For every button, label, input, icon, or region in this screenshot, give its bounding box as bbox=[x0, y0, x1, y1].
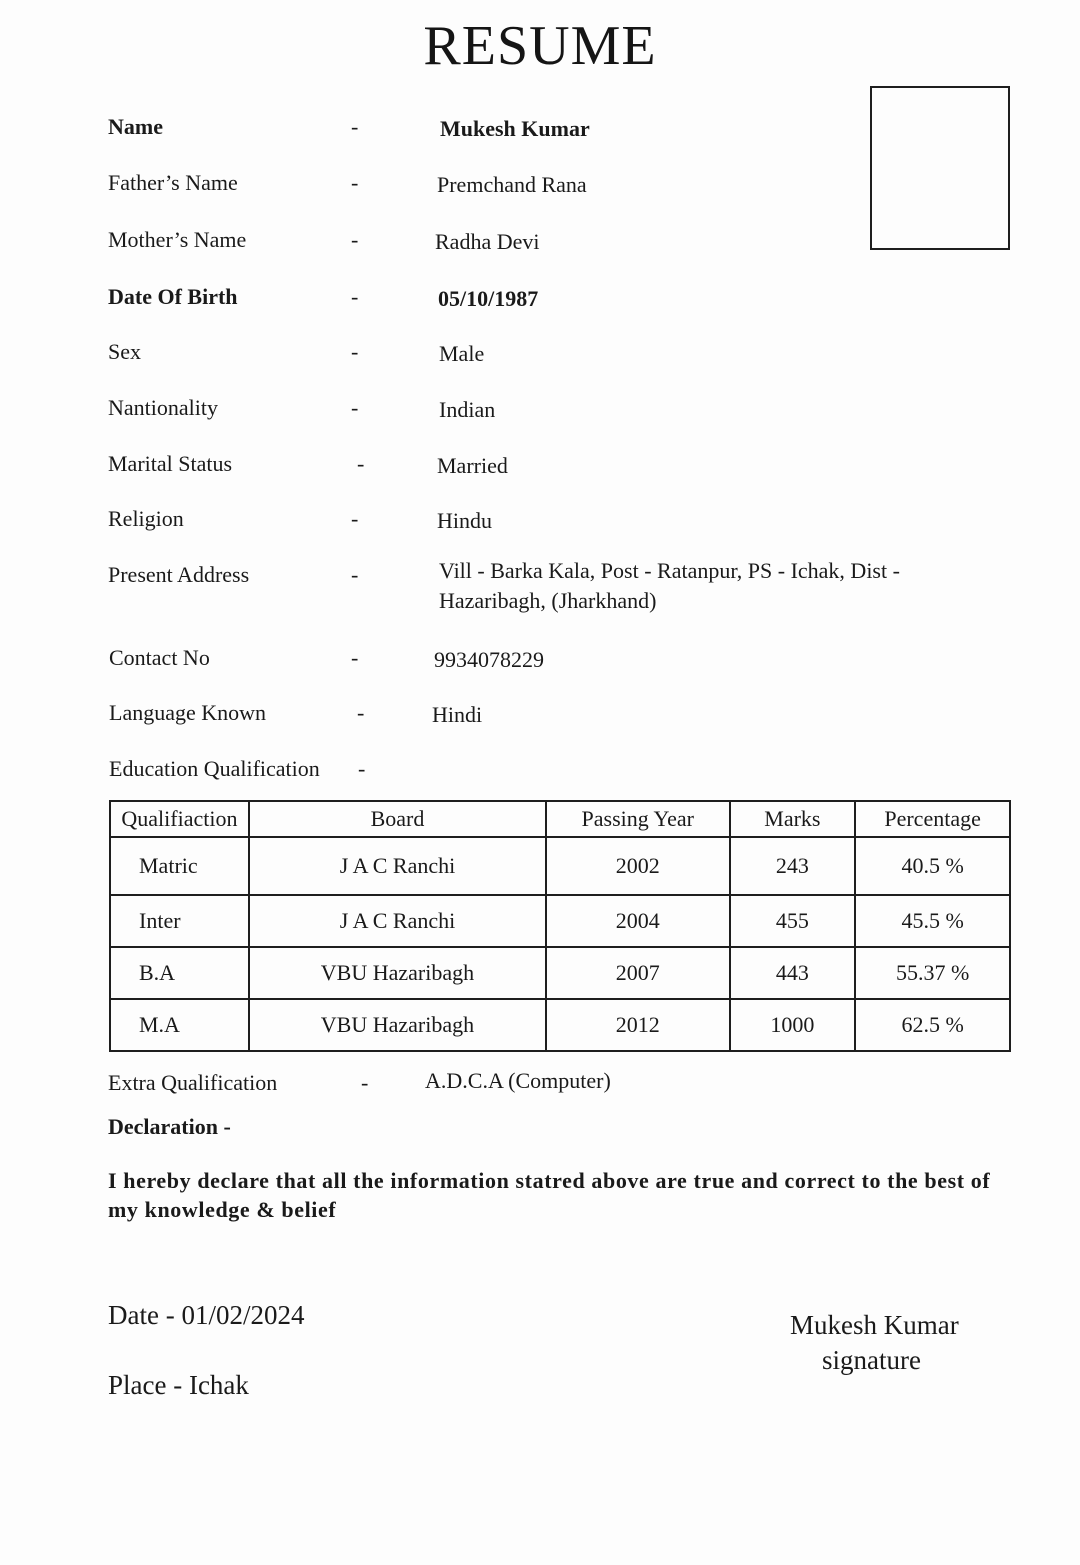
cell-percentage: 40.5 % bbox=[855, 837, 1010, 895]
table-row bbox=[110, 999, 1010, 1051]
cell-qualification: M.A bbox=[110, 999, 249, 1051]
field-label: Contact No bbox=[109, 645, 210, 670]
field-value: Premchand Rana bbox=[437, 172, 587, 197]
field-dash: - bbox=[351, 170, 359, 195]
cell-passing-year: 2004 bbox=[546, 895, 729, 947]
education-table bbox=[109, 800, 1011, 1052]
field-label: Present Address bbox=[108, 562, 250, 587]
cell-board: J A C Ranchi bbox=[249, 895, 546, 947]
field-row-name bbox=[0, 114, 1080, 154]
field-dash: - bbox=[351, 339, 359, 364]
cell-passing-year: 2007 bbox=[546, 947, 729, 999]
table-header-row bbox=[110, 801, 1010, 837]
field-value: Married bbox=[437, 453, 508, 478]
extra-qualification-dash: - bbox=[361, 1070, 369, 1095]
field-value: Male bbox=[439, 341, 485, 366]
field-value: 9934078229 bbox=[434, 647, 544, 672]
field-label: Name bbox=[108, 114, 163, 139]
field-dash: - bbox=[357, 451, 365, 476]
signature-name: Mukesh Kumar bbox=[790, 1310, 959, 1340]
photo-box bbox=[870, 86, 1010, 250]
field-dash: - bbox=[351, 506, 359, 531]
extra-qualification-value: A.D.C.A (Computer) bbox=[425, 1068, 611, 1093]
field-value: Radha Devi bbox=[435, 229, 540, 254]
cell-qualification: B.A bbox=[110, 947, 249, 999]
field-value: Hindi bbox=[432, 702, 483, 727]
field-value: 05/10/1987 bbox=[438, 286, 539, 311]
cell-qualification: Inter bbox=[110, 895, 249, 947]
field-dash: - bbox=[358, 756, 366, 781]
column-header-percentage: Percentage bbox=[855, 801, 1010, 837]
table-row bbox=[110, 837, 1010, 895]
page-title: RESUME bbox=[423, 15, 657, 77]
field-value: Indian bbox=[439, 397, 496, 422]
field-label: Mother’s Name bbox=[108, 227, 247, 252]
declaration-text: I hereby declare that all the information statred above are true and correct to the best of my knowledge & belief bbox=[108, 1168, 991, 1222]
column-header-qualification: Qualifiaction bbox=[110, 801, 249, 837]
cell-marks: 1000 bbox=[730, 999, 856, 1051]
field-value: Hindu bbox=[437, 508, 492, 533]
cell-board: VBU Hazaribagh bbox=[249, 999, 546, 1051]
column-header-passing-year: Passing Year bbox=[546, 801, 729, 837]
cell-percentage: 45.5 % bbox=[855, 895, 1010, 947]
field-label: Education Qualification bbox=[109, 756, 320, 781]
field-label: Father’s Name bbox=[108, 170, 238, 195]
field-dash: - bbox=[351, 395, 359, 420]
field-row-father-name bbox=[0, 170, 1080, 210]
field-row-language-known bbox=[0, 700, 1080, 740]
cell-board: VBU Hazaribagh bbox=[249, 947, 546, 999]
extra-qualification-label: Extra Qualification bbox=[108, 1070, 278, 1095]
field-label: Religion bbox=[108, 506, 184, 531]
field-dash: - bbox=[357, 700, 365, 725]
field-dash: - bbox=[351, 227, 359, 252]
field-dash: - bbox=[351, 562, 359, 587]
field-row-sex bbox=[0, 339, 1080, 379]
field-row-education-qualification bbox=[0, 756, 1080, 796]
cell-passing-year: 2012 bbox=[546, 999, 729, 1051]
field-label: Sex bbox=[108, 339, 141, 364]
field-row-present-address bbox=[0, 558, 1080, 632]
table-row bbox=[110, 895, 1010, 947]
field-label: Marital Status bbox=[108, 451, 233, 476]
field-dash: - bbox=[351, 114, 359, 139]
field-dash: - bbox=[351, 284, 359, 309]
table-row bbox=[110, 947, 1010, 999]
field-row-mother-name bbox=[0, 227, 1080, 267]
field-row-dob bbox=[0, 284, 1080, 324]
cell-marks: 243 bbox=[730, 837, 856, 895]
field-row-contact-no bbox=[0, 645, 1080, 685]
field-dash: - bbox=[351, 645, 359, 670]
cell-marks: 443 bbox=[730, 947, 856, 999]
signature-label: signature bbox=[822, 1345, 921, 1375]
field-value: Vill - Barka Kala, Post - Ratanpur, PS - Ichak, Dist - Hazaribagh, (Jharkhand) bbox=[439, 558, 900, 613]
field-value: Mukesh Kumar bbox=[440, 116, 590, 141]
column-header-board: Board bbox=[249, 801, 546, 837]
place-line: Place - Ichak bbox=[108, 1370, 249, 1400]
cell-percentage: 55.37 % bbox=[855, 947, 1010, 999]
field-label: Language Known bbox=[109, 700, 267, 725]
declaration-heading: Declaration - bbox=[108, 1114, 231, 1139]
date-line: Date - 01/02/2024 bbox=[108, 1300, 305, 1330]
column-header-marks: Marks bbox=[730, 801, 856, 837]
cell-percentage: 62.5 % bbox=[855, 999, 1010, 1051]
field-label: Date Of Birth bbox=[108, 284, 238, 309]
field-label: Nantionality bbox=[108, 395, 218, 420]
field-row-religion bbox=[0, 506, 1080, 546]
cell-qualification: Matric bbox=[110, 837, 249, 895]
cell-passing-year: 2002 bbox=[546, 837, 729, 895]
cell-marks: 455 bbox=[730, 895, 856, 947]
field-row-marital-status bbox=[0, 451, 1080, 491]
cell-board: J A C Ranchi bbox=[249, 837, 546, 895]
field-row-nationality bbox=[0, 395, 1080, 435]
